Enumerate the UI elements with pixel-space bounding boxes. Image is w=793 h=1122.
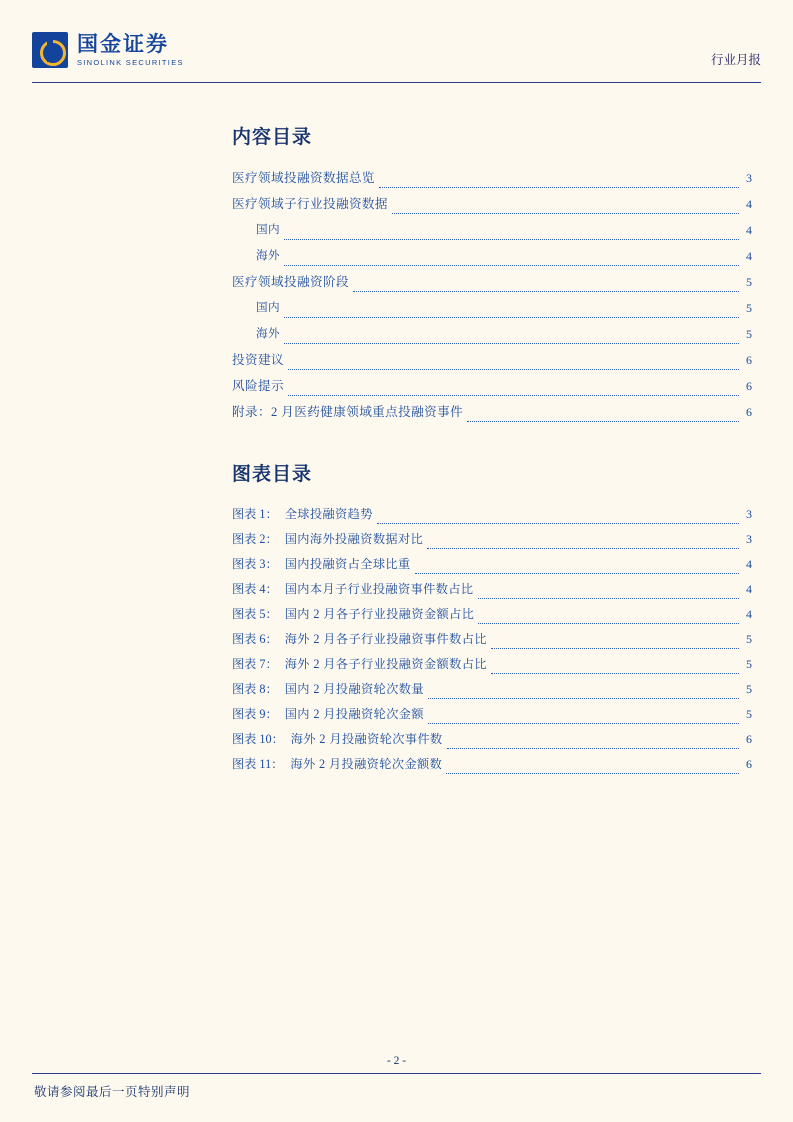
figure-label: 国内投融资占全球比重 — [284, 557, 411, 571]
footer-disclaimer: 敬请参阅最后一页特别声明 — [34, 1085, 191, 1099]
toc-item-page: 4 — [746, 249, 752, 263]
figure-label: 全球投融资趋势 — [284, 507, 373, 521]
figure-page: 4 — [746, 557, 752, 571]
toc-leader — [428, 687, 739, 699]
figure-label: 国内 2 月各子行业投融资金额占比 — [284, 607, 475, 621]
figure-page: 5 — [746, 657, 752, 671]
toc-leader — [284, 254, 739, 266]
figure-page: 3 — [746, 532, 752, 546]
document-type-label: 行业月报 — [710, 53, 761, 67]
figure-item[interactable] — [232, 577, 752, 602]
figures-container — [232, 459, 752, 777]
brand-name-cn: 国金证券 — [77, 32, 169, 56]
toc-item-page: 6 — [746, 405, 752, 419]
figure-item[interactable] — [232, 677, 752, 702]
figure-label: 海外 2 月各子行业投融资金额数占比 — [284, 657, 487, 671]
toc-item-page: 6 — [746, 379, 752, 393]
toc-item-label: 海外 — [256, 249, 280, 262]
toc-item[interactable] — [232, 321, 752, 347]
toc-item[interactable] — [232, 165, 752, 191]
toc-item-page: 5 — [746, 327, 752, 341]
figure-label: 国内本月子行业投融资事件数占比 — [284, 582, 474, 596]
toc-leader — [379, 176, 739, 188]
figure-page: 5 — [746, 632, 752, 646]
footer-divider — [32, 1073, 761, 1074]
figure-number: 图表 1： — [232, 507, 278, 521]
toc-item-label: 国内 — [256, 223, 280, 236]
contents-title: 内容目录 — [232, 127, 313, 148]
toc-item[interactable] — [232, 217, 752, 243]
figure-page: 4 — [746, 582, 752, 596]
toc-item[interactable] — [232, 243, 752, 269]
toc-item-page: 5 — [746, 275, 752, 289]
figure-label: 海外 2 月投融资轮次金额数 — [290, 757, 443, 771]
figure-label: 国内 2 月投融资轮次金额 — [284, 707, 424, 721]
toc-item-label: 医疗领域子行业投融资数据 — [232, 197, 388, 211]
toc-leader — [288, 358, 739, 370]
figure-number: 图表 4： — [232, 582, 278, 596]
toc-item[interactable] — [232, 269, 752, 295]
toc-leader — [478, 612, 739, 624]
toc-leader — [446, 762, 739, 774]
toc-item-label: 附录：2 月医药健康领域重点投融资事件 — [232, 405, 464, 419]
toc-item[interactable] — [232, 399, 752, 425]
figure-number: 图表 7： — [232, 657, 278, 671]
toc-leader — [288, 384, 739, 396]
figure-page: 5 — [746, 707, 752, 721]
toc-leader — [447, 737, 739, 749]
figure-page: 4 — [746, 607, 752, 621]
toc-item-label: 风险提示 — [232, 379, 284, 393]
figure-item[interactable] — [232, 702, 752, 727]
toc-leader — [491, 637, 739, 649]
brand-name-en: SINOLINK SECURITIES — [77, 58, 184, 67]
toc-item-label: 医疗领域投融资阶段 — [232, 275, 349, 289]
figure-item[interactable] — [232, 627, 752, 652]
toc-leader — [491, 662, 739, 674]
toc-item-label: 医疗领域投融资数据总览 — [232, 171, 375, 185]
brand-logo — [32, 32, 184, 68]
figure-number: 图表 2： — [232, 532, 278, 546]
figure-page: 6 — [746, 757, 752, 771]
toc-item[interactable] — [232, 347, 752, 373]
toc-leader — [284, 228, 739, 240]
figure-label: 海外 2 月各子行业投融资事件数占比 — [284, 632, 487, 646]
figure-item[interactable] — [232, 527, 752, 552]
page-number: - 2 - — [386, 1055, 407, 1067]
toc-item-label: 海外 — [256, 327, 280, 340]
contents-list — [232, 165, 752, 425]
figures-title: 图表目录 — [232, 464, 313, 485]
sinolink-logo-icon — [32, 32, 68, 68]
toc-item-label: 投资建议 — [232, 353, 284, 367]
figure-number: 图表 5： — [232, 607, 278, 621]
figures-list — [232, 502, 752, 777]
figure-number: 图表 8： — [232, 682, 278, 696]
figure-number: 图表 6： — [232, 632, 278, 646]
figure-number: 图表 11： — [232, 757, 284, 771]
toc-leader — [392, 202, 739, 214]
toc-leader — [284, 306, 739, 318]
figure-page: 3 — [746, 507, 752, 521]
toc-leader — [377, 512, 739, 524]
brand-text — [77, 33, 184, 67]
header-divider — [32, 82, 761, 83]
figure-number: 图表 10： — [232, 732, 284, 746]
figure-item[interactable] — [232, 752, 752, 777]
toc-leader — [478, 587, 739, 599]
figure-label: 海外 2 月投融资轮次事件数 — [290, 732, 443, 746]
toc-item-page: 5 — [746, 301, 752, 315]
toc-item[interactable] — [232, 191, 752, 217]
toc-item-page: 4 — [746, 223, 752, 237]
toc-leader — [284, 332, 739, 344]
toc-leader — [427, 537, 739, 549]
figure-number: 图表 9： — [232, 707, 278, 721]
figure-item[interactable] — [232, 652, 752, 677]
figure-page: 6 — [746, 732, 752, 746]
figure-item[interactable] — [232, 727, 752, 752]
figure-item[interactable] — [232, 502, 752, 527]
figure-label: 国内 2 月投融资轮次数量 — [284, 682, 424, 696]
figure-number: 图表 3： — [232, 557, 278, 571]
figure-label: 国内海外投融资数据对比 — [284, 532, 424, 546]
figure-item[interactable] — [232, 602, 752, 627]
toc-leader — [353, 280, 739, 292]
toc-item[interactable] — [232, 373, 752, 399]
toc-item-page: 4 — [746, 197, 752, 211]
toc-leader — [428, 712, 739, 724]
toc-container — [232, 122, 752, 777]
toc-item-page: 6 — [746, 353, 752, 367]
figure-page: 5 — [746, 682, 752, 696]
toc-item-label: 国内 — [256, 301, 280, 314]
toc-leader — [415, 562, 739, 574]
toc-item[interactable] — [232, 295, 752, 321]
toc-item-page: 3 — [746, 171, 752, 185]
page-header — [32, 30, 761, 82]
toc-leader — [467, 410, 739, 422]
figure-item[interactable] — [232, 552, 752, 577]
